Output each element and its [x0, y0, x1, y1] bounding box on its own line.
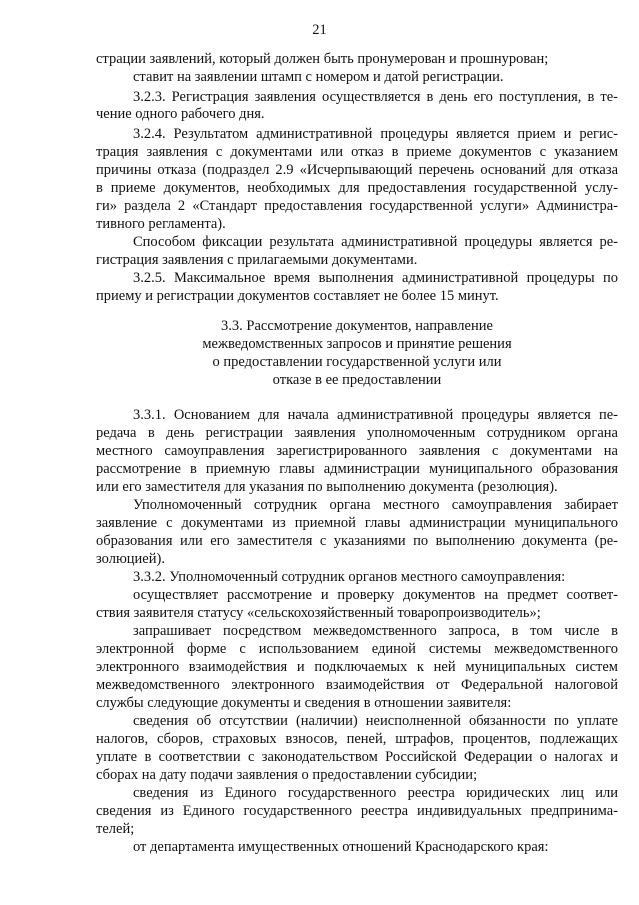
text-line: электронной форме с использованием единой системы межведомственного [96, 641, 618, 657]
text-line: причины отказа (подраздел 2.9 «Исчерпывающий перечень оснований для отказа [96, 162, 618, 178]
text-line: 3.2.4. Результатом административной процедуры является прием и регис- [133, 126, 618, 142]
text-line: заявление с документами из приемной главы администрации муниципального [96, 515, 618, 531]
text-line: межведомственного электронного взаимодействия от Федеральной налоговой [96, 677, 618, 693]
text-line: сведения об отсутствии (наличии) неисполненной обязанности по уплате [133, 713, 618, 729]
text-line: 3.2.5. Максимальное время выполнения административной процедуры по [133, 270, 618, 286]
text-line: Способом фиксации результата административной процедуры является ре- [133, 234, 618, 250]
text-line: трация заявления с документами или отказ в приеме документов с указанием [96, 144, 618, 160]
text-line: в приеме документов, необходимых для предоставления государственной услу- [96, 180, 618, 196]
text-line: приему и регистрации документов составляет не более 15 минут. [96, 288, 499, 304]
section-heading-line: о предоставлении государственной услуги или [212, 354, 502, 370]
text-line: запрашивает посредством межведомственного запроса, в том числе в [133, 623, 618, 639]
text-line: рассмотрение в приемную главы администрации муниципального образования [96, 461, 618, 477]
text-line: 3.2.3. Регистрация заявления осуществляется в день его поступления, в те- [133, 89, 618, 105]
text-line: образования или его заместителя с указаниями по выполнению документа (ре- [96, 533, 618, 549]
text-line: ставит на заявлении штамп с номером и датой регистрации. [133, 69, 504, 85]
text-line: уплате в соответствии с законодательством Российской Федерации о налогах и [96, 749, 618, 765]
text-line: тивного регламента). [96, 216, 226, 232]
text-line: ги» раздела 2 «Стандарт предоставления государственной услуги» Администра- [96, 198, 618, 214]
text-line: Уполномоченный сотрудник органа местного самоуправления забирает [133, 497, 618, 513]
text-line: местного самоуправления зарегистрированного заявления с документами на [96, 443, 618, 459]
text-line: сборах на дату подачи заявления о предоставлении субсидии; [96, 767, 478, 783]
text-line: редача в день регистрации заявления уполномоченным сотрудником органа [96, 425, 618, 441]
text-line: 3.3.2. Уполномоченный сотрудник органов местного самоуправления: [133, 569, 566, 585]
text-line: от департамента имущественных отношений Краснодарского края: [133, 839, 549, 855]
section-heading-line: межведомственных запросов и принятие решения [202, 336, 512, 352]
text-line: золюцией). [96, 551, 165, 567]
text-line: сведения из Единого государственного реестра юридических лиц или [133, 785, 618, 801]
text-line: службы следующие документы и сведения в отношении заявителя: [96, 695, 512, 711]
section-heading-line: 3.3. Рассмотрение документов, направление [221, 318, 493, 334]
text-line: ствия заявителя статусу «сельскохозяйственный товаропроизводитель»; [96, 605, 541, 621]
page-number: 21 [312, 22, 327, 38]
text-line: 3.3.1. Основанием для начала административной процедуры является пе- [133, 407, 618, 423]
text-line: телей; [96, 821, 135, 837]
text-line: страции заявлений, который должен быть пронумерован и прошнурован; [96, 51, 549, 67]
text-line: электронного взаимодействия и подключаемых к ней муниципальных систем [96, 659, 618, 675]
text-line: сведения из Единого государственного реестра индивидуальных предпринима- [96, 803, 618, 819]
text-line: осуществляет рассмотрение и проверку документов на предмет соответ- [133, 587, 618, 603]
text-line: гистрация заявления с прилагаемыми документами. [96, 252, 418, 268]
section-heading-line: отказе в ее предоставлении [272, 372, 442, 388]
text-line: налогов, сборов, страховых взносов, пеней, штрафов, процентов, подлежащих [96, 731, 618, 747]
text-line: или его заместителя для указания по выполнению документа (резолюция). [96, 479, 558, 495]
text-line: чение одного рабочего дня. [96, 106, 265, 122]
